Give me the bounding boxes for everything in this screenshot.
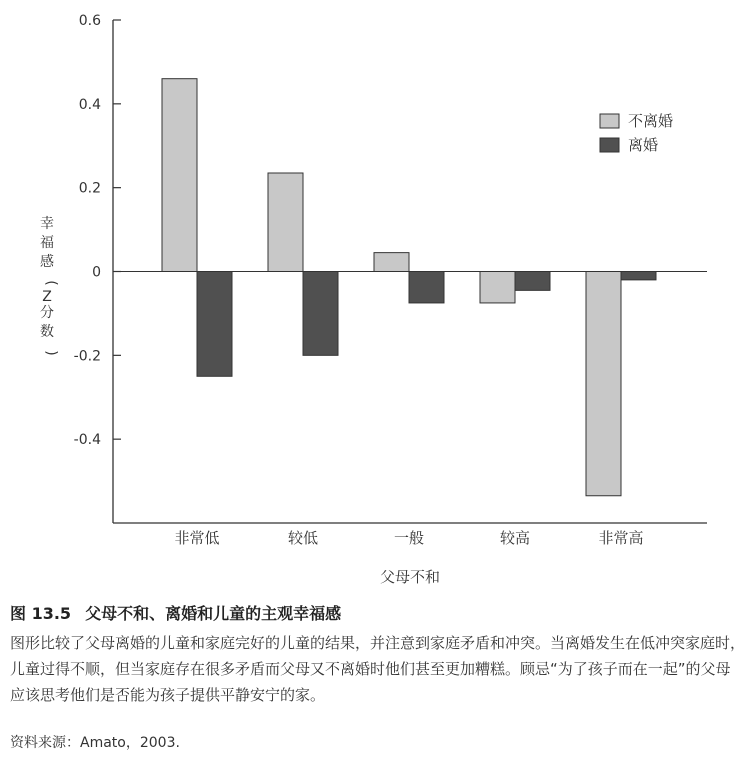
figure-source: 资料来源：Amato，2003. bbox=[10, 735, 180, 751]
y-axis-title-char: Z bbox=[42, 289, 52, 305]
y-tick-label: -0.2 bbox=[73, 348, 101, 365]
figure-title-text: 父母不和、离婚和儿童的主观幸福感 bbox=[85, 604, 342, 623]
bar-divorced bbox=[197, 272, 232, 377]
legend-swatch bbox=[600, 138, 619, 152]
x-category-label: 非常高 bbox=[598, 529, 644, 547]
y-axis-title-char: 福 bbox=[40, 235, 54, 251]
figure-number: 图 13.5 bbox=[10, 604, 72, 623]
chart-legend bbox=[600, 112, 673, 154]
bar-intact bbox=[162, 79, 197, 272]
bar-intact bbox=[480, 272, 515, 303]
figure-title bbox=[10, 601, 745, 624]
y-axis-title-char: 幸 bbox=[40, 216, 54, 232]
bar-intact bbox=[374, 253, 409, 272]
y-axis-title-char: 数 bbox=[40, 324, 54, 340]
chart-labels bbox=[40, 13, 644, 586]
x-category-label: 非常低 bbox=[174, 529, 220, 547]
y-axis-title-char: 分 bbox=[40, 305, 54, 321]
y-tick-label: 0.6 bbox=[78, 13, 101, 29]
bar-divorced bbox=[515, 272, 550, 291]
x-category-label: 较低 bbox=[287, 529, 319, 547]
x-category-label: 较高 bbox=[499, 529, 531, 547]
bar-intact bbox=[268, 173, 303, 272]
legend-swatch bbox=[600, 114, 619, 128]
y-tick-label: 0 bbox=[92, 264, 101, 281]
bar-divorced bbox=[409, 272, 444, 303]
chart-bars bbox=[162, 79, 659, 496]
bar-divorced bbox=[303, 272, 338, 356]
y-tick-label: 0.4 bbox=[78, 96, 101, 113]
figure-description: 图形比较了父母离婚的儿童和家庭完好的儿童的结果，并注意到家庭矛盾和冲突。当离婚发生在低冲突家庭时，儿童过得不顺，但当家庭存在很多矛盾而父母又不离婚时他们甚至更加糟糕。顾忌“为了孩子而在一起”的父母应该思考他们是否能为孩子提供平静安宁的家。 bbox=[10, 634, 746, 704]
bar-divorced bbox=[621, 272, 656, 280]
y-tick-label: 0.2 bbox=[78, 180, 101, 197]
legend-label: 不离婚 bbox=[628, 112, 674, 130]
y-axis-title-char: ( bbox=[43, 280, 59, 286]
y-axis-title-char: 感 bbox=[40, 254, 54, 270]
legend-label: 离婚 bbox=[628, 136, 659, 154]
x-category-label: 一般 bbox=[393, 529, 425, 547]
y-axis-title-char: ) bbox=[43, 350, 59, 356]
bar-intact bbox=[586, 272, 621, 496]
y-tick-label: -0.4 bbox=[73, 432, 101, 449]
x-axis-title: 父母不和 bbox=[379, 568, 441, 586]
